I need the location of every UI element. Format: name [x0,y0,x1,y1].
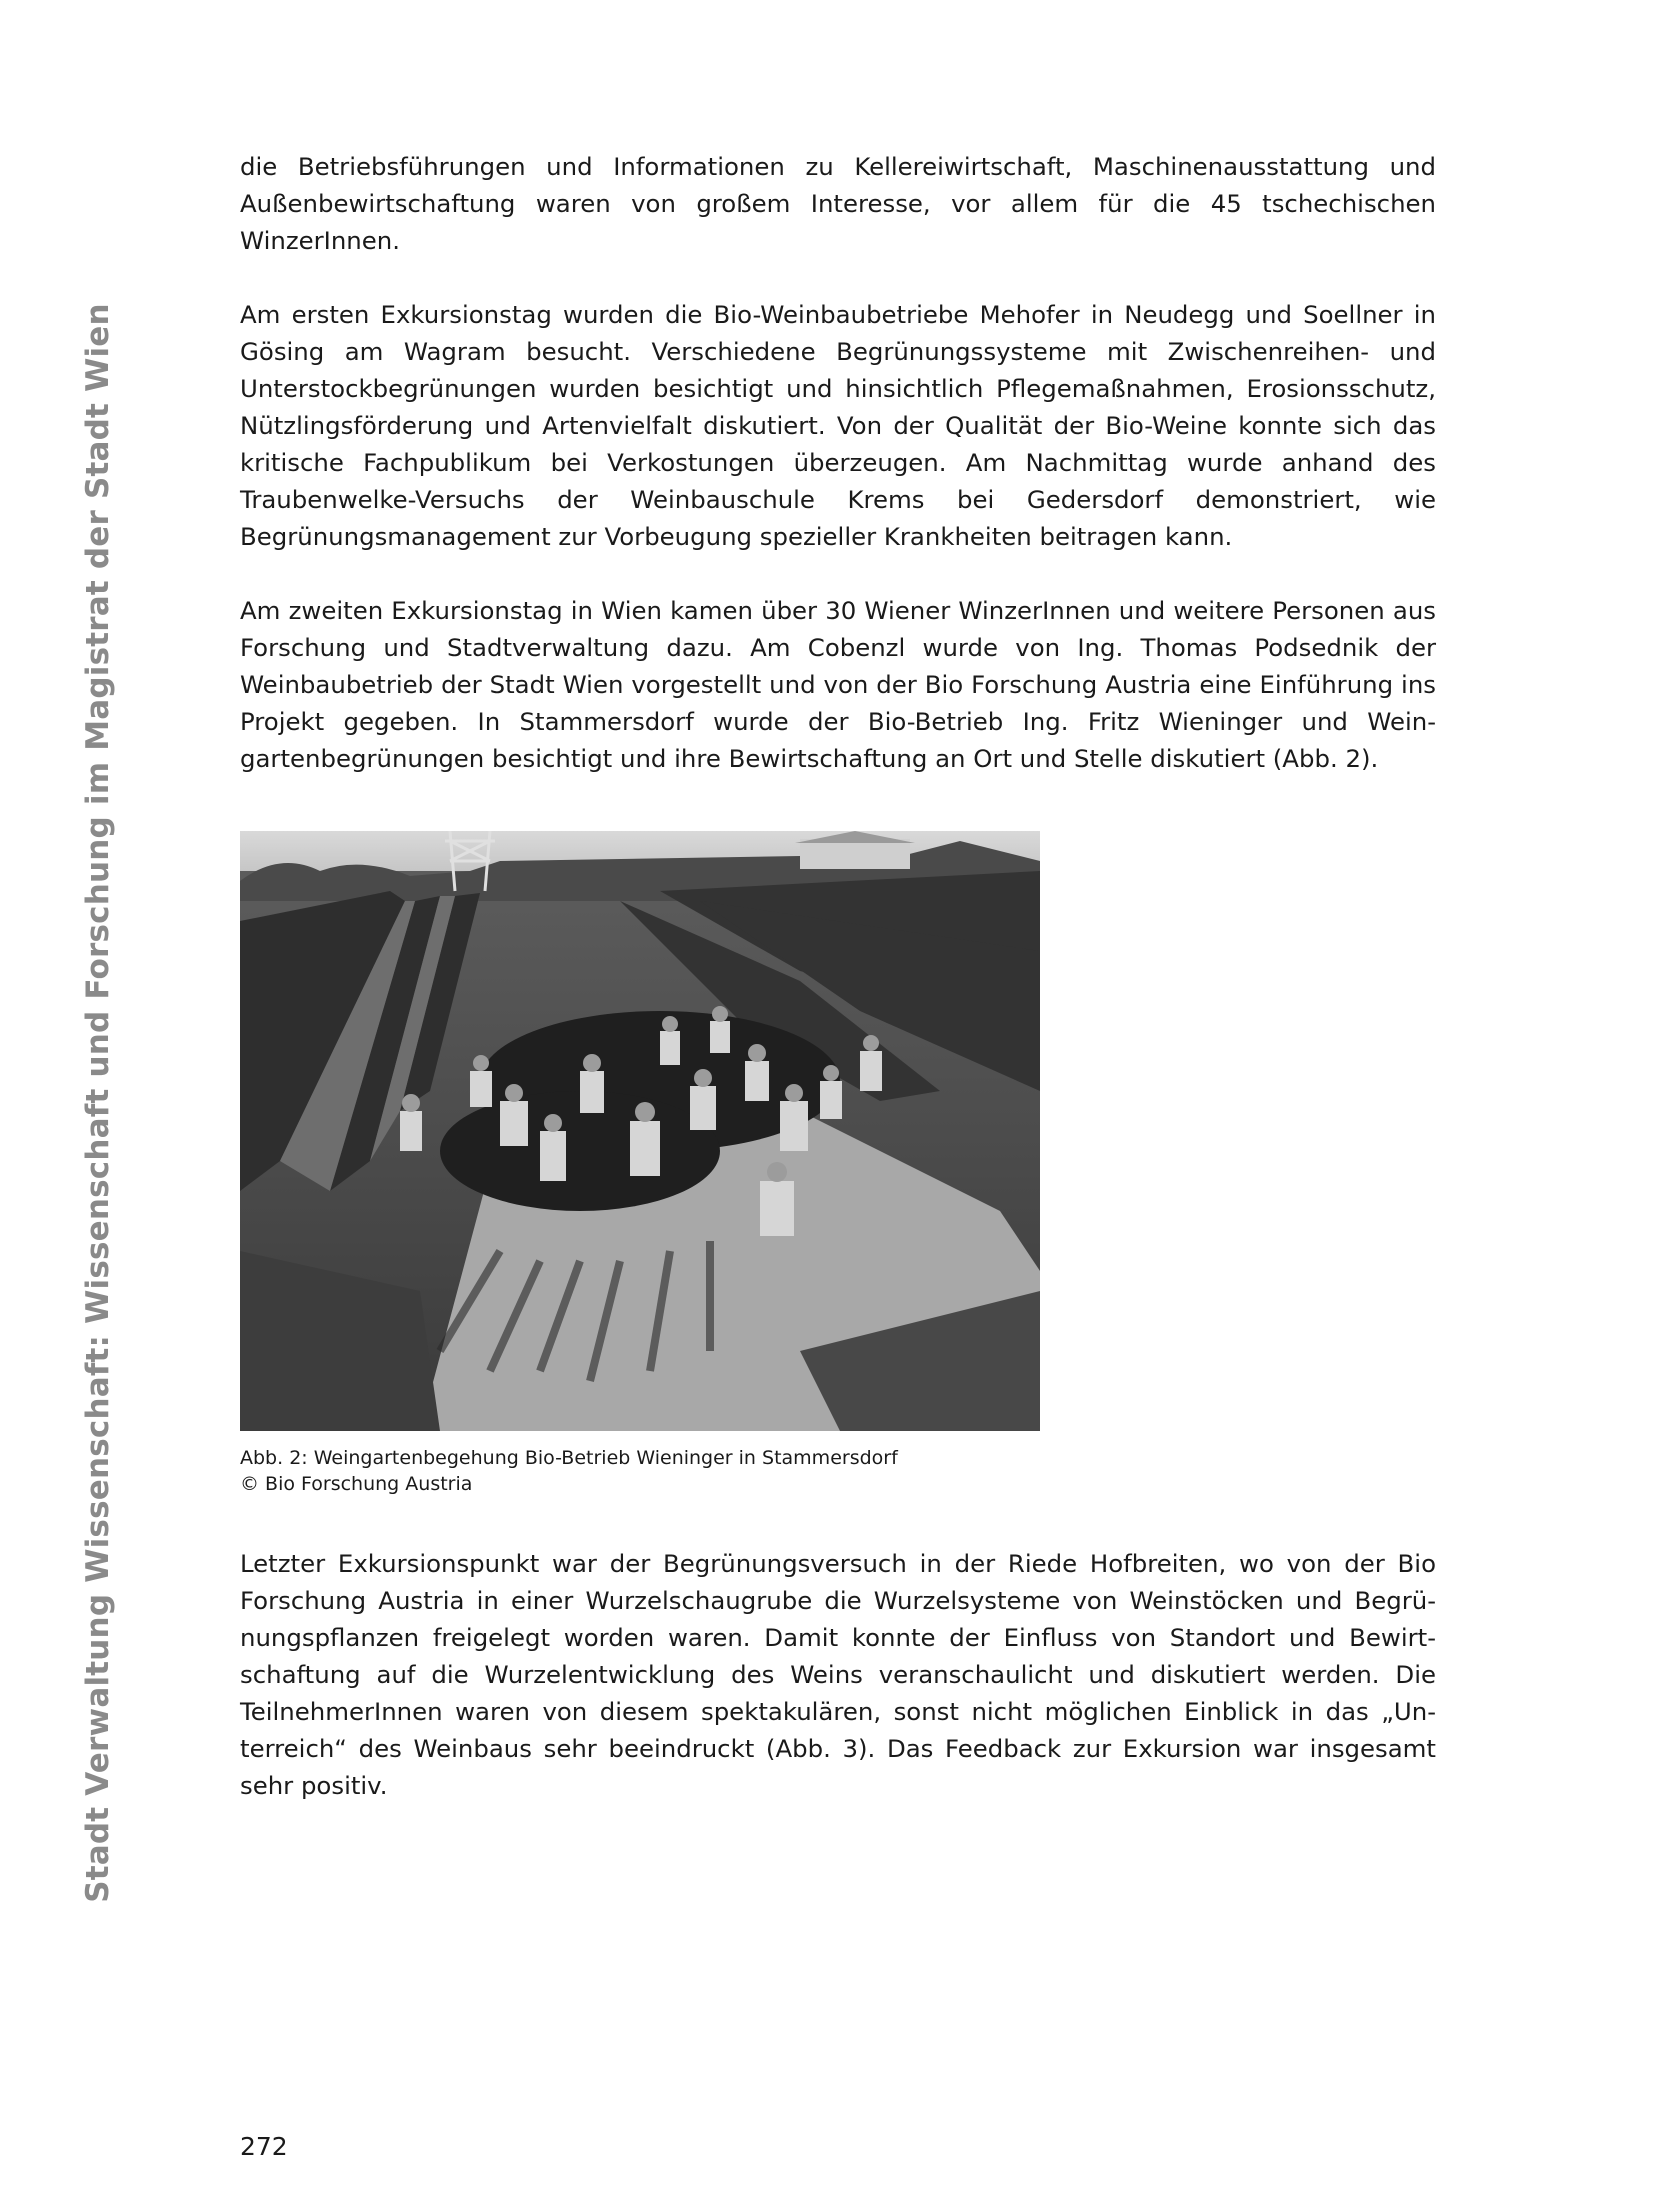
house [800,839,910,869]
figure-2 [240,831,1040,1497]
vineyard-group-photo [240,831,1040,1431]
paragraph-2: Am ersten Exkursionstag wurden die Bio-Weinbaubetriebe Mehofer in Neudegg und Soellner in Gösing am Wagram besucht. Verschiedene Begrünungssysteme mit Zwischenreihen- und Unterstockbegrünungen wurden besichtigt und hinsichtlich Pflegemaßnahmen, Erosionsschutz, Nützlingsförderung und Artenvielfalt diskutiert. Von der Qualität der Bio-Weine konnte sich das kritische Fachpublikum bei Verkostungen überzeugen. Am Nachmittag wurde anhand des Traubenwelke-Versuchs der Weinbauschule Krems bei Gedersdorf demonstriert, wie Begrünungsmanagement zur Vorbeugung spezieller Krankheiten beitragen kann. [240,300,1436,551]
paragraph-4: Letzter Exkursionspunkt war der Begrünungsversuch in der Riede Hofbreiten, wo von der Bio Forschung Austria in einer Wurzelschaugrube die Wurzelsysteme von Weinstöcken und Begrünungspflanzen freigelegt worden waren. Damit konnte der Einfluss von Standort und Bewirtschaftung auf die Wurzelentwicklung des Weins veranschaulicht und diskutiert werden. Die TeilnehmerInnen waren von diesem spektakulären, sonst nicht möglichen Einblick in das „Unterreich“ des Weinbaus sehr beeindruckt (Abb. 3). Das Feedback zur Exkursion war insgesamt sehr positiv. [240,1549,1436,1800]
running-side-title: Stadt Verwaltung Wissenschaft: Wissenschaft und Forschung im Magistrat der Stadt Wien [80,303,116,1903]
caption-credit: © Bio Forschung Austria [240,1473,473,1495]
page-content [240,148,1436,1804]
caption-title: Abb. 2: Weingartenbegehung Bio-Betrieb Wieninger in Stammersdorf [240,1447,898,1469]
paragraph-1: die Betriebsführungen und Informationen zu Kellereiwirtschaft, Maschinenausstattung und Außenbewirtschaftung waren von großem Interesse, vor allem für die 45 tschechischen WinzerInnen. [240,152,1436,255]
page-number: 272 [240,2132,288,2161]
paragraph-3: Am zweiten Exkursionstag in Wien kamen über 30 Wiener WinzerInnen und weitere Personen aus Forschung und Stadtverwaltung dazu. Am Cobenzl wurde von Ing. Thomas Podsednik der Weinbaubetrieb der Stadt Wien vorgestellt und von der Bio Forschung Austria eine Einführung ins Projekt gegeben. In Stammersdorf wurde der Bio-Betrieb Ing. Fritz Wieninger und Weingartenbegrünungen besichtigt und ihre Bewirtschaftung an Ort und Stelle diskutiert (Abb. 2). [240,596,1436,773]
figure-caption [240,1445,1040,1497]
